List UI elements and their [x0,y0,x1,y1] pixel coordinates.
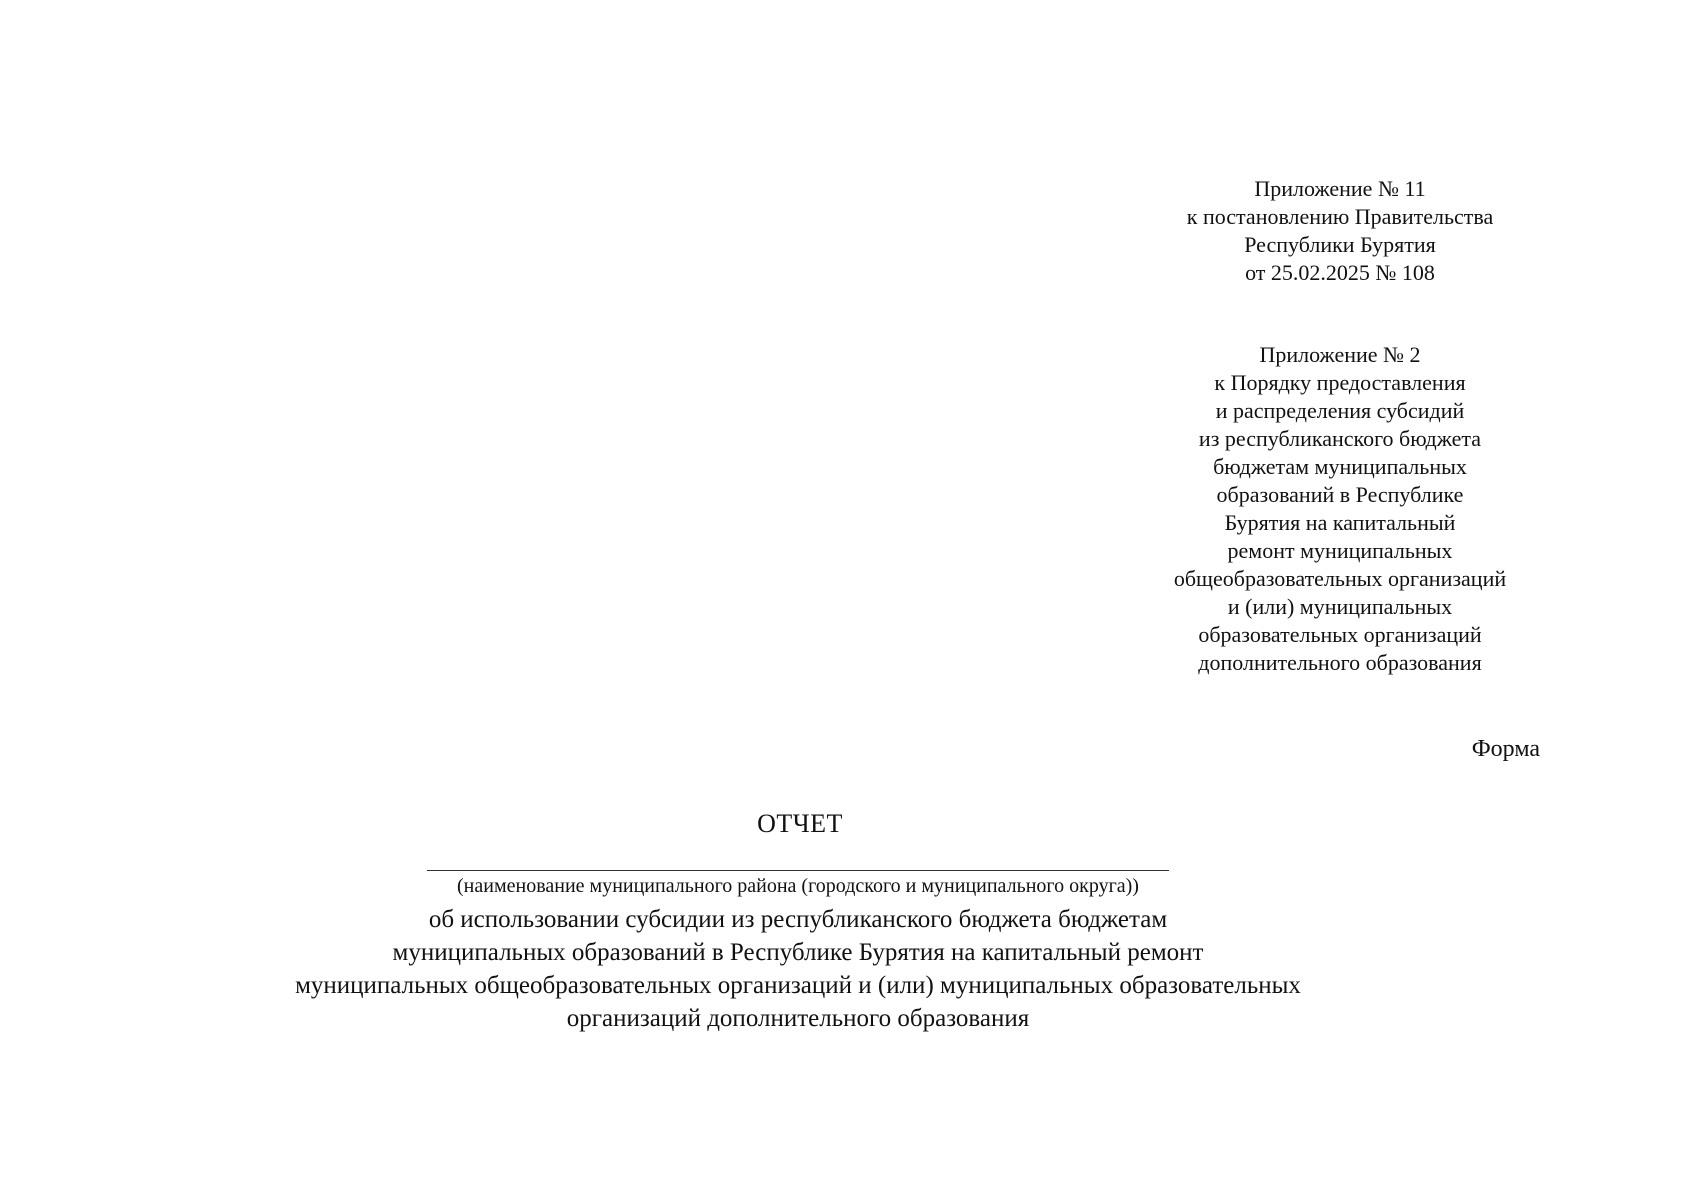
appendix-2-line: и (или) муниципальных [1227,594,1453,619]
appendix-2-line: образований в Республике [1216,482,1464,507]
form-label: Форма [1471,736,1540,762]
appendix-2-line: и распределения субсидий [1215,398,1465,423]
municipality-name-blank-line [427,870,1169,871]
appendix-2-line: Бурятия на капитальный [1224,510,1456,535]
report-title: ОТЧЕТ [757,809,843,838]
municipality-name-caption: (наименование муниципального района (городского и муниципального округа)) [457,875,1139,897]
appendix-11-line: Приложение № 11 [1254,176,1426,201]
appendix-2-line: Приложение № 2 [1259,342,1421,367]
appendix-2-line: общеобразовательных организаций [1173,566,1507,591]
appendix-2-line: дополнительного образования [1198,650,1482,675]
appendix-11-header [1150,175,1530,287]
appendix-2-line: к Порядку предоставления [1214,370,1466,395]
appendix-11-line: от 25.02.2025 № 108 [1245,260,1435,285]
report-subtitle-line: муниципальных образований в Республике Бурятия на капитальный ремонт [392,939,1204,966]
appendix-2-header [1140,341,1540,677]
report-subtitle-line: муниципальных общеобразовательных организаций и (или) муниципальных образовательных [295,972,1301,999]
report-subtitle-line: об использовании субсидии из республиканского бюджета бюджетам [428,906,1168,933]
report-subtitle [150,903,1446,1035]
appendix-2-line: образовательных организаций [1198,622,1482,647]
appendix-11-line: к постановлению Правительства [1186,204,1494,229]
appendix-2-line: бюджетам муниципальных [1213,454,1467,479]
appendix-2-line: из республиканского бюджета [1198,426,1482,451]
appendix-11-line: Республики Бурятия [1244,232,1436,257]
report-subtitle-line: организаций дополнительного образования [566,1005,1030,1032]
appendix-2-line: ремонт муниципальных [1227,538,1453,563]
